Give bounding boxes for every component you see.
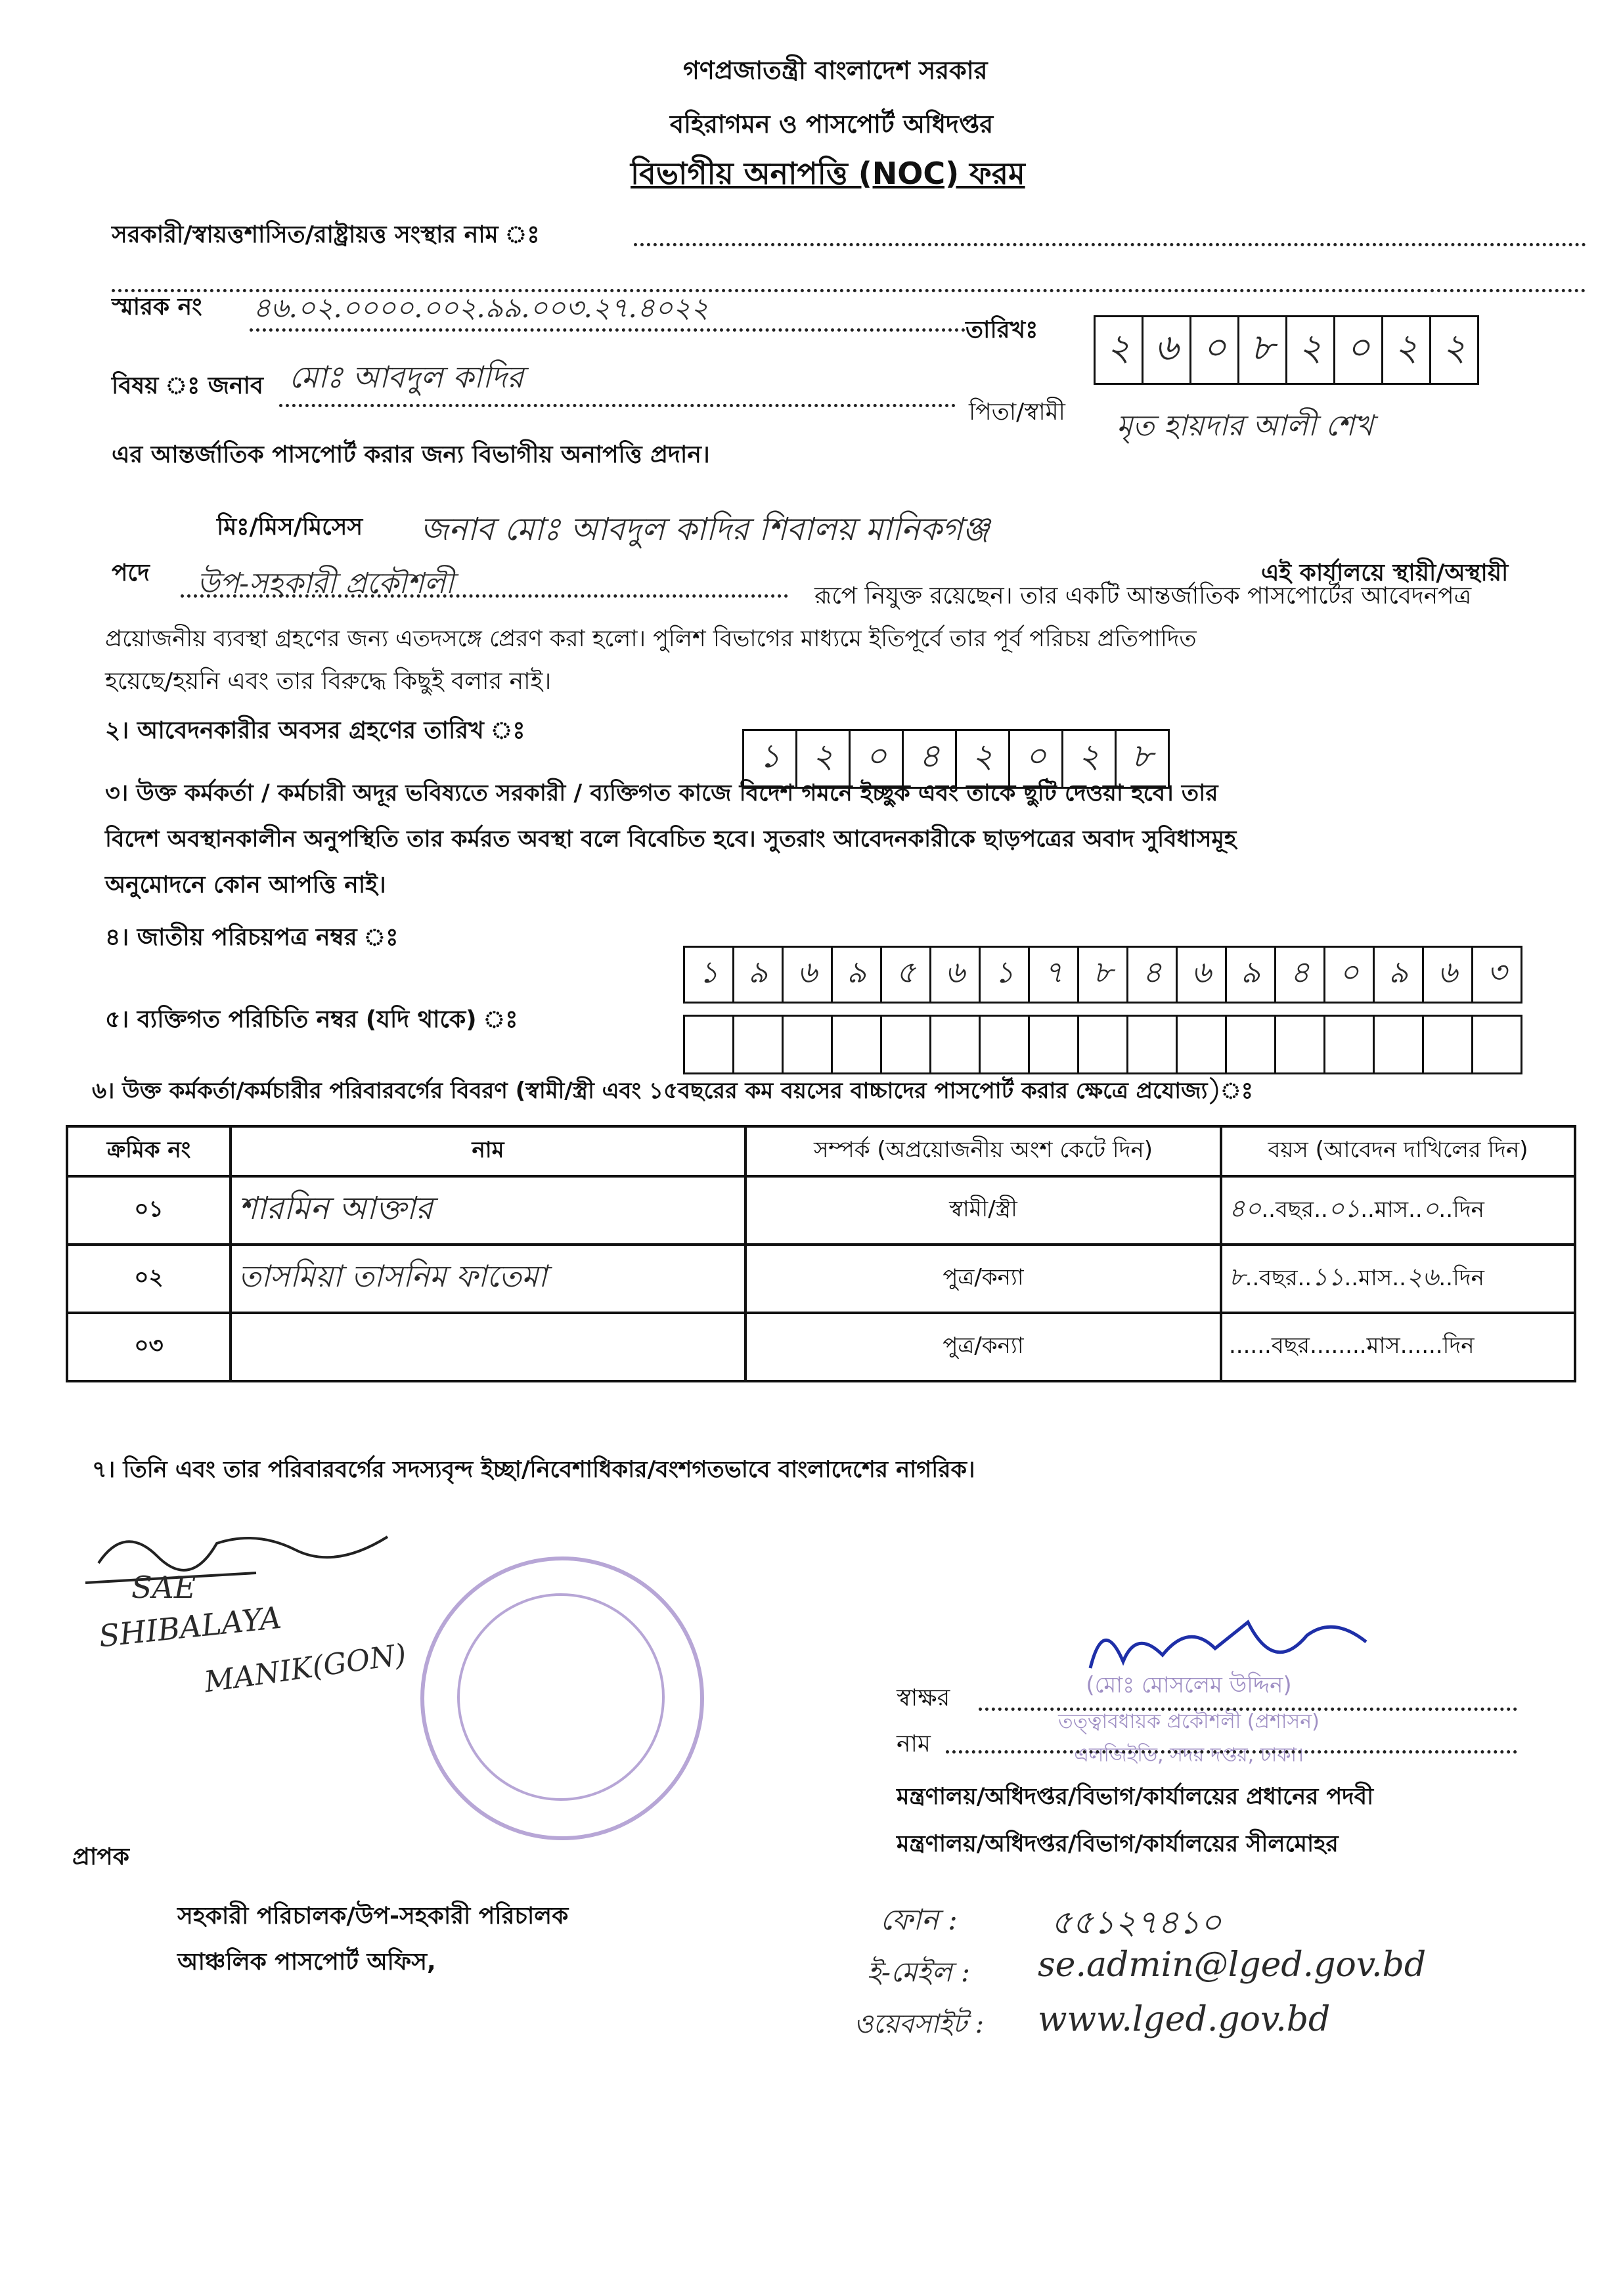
row-name-text: তাসমিয়া তাসনিম ফাতেমা xyxy=(238,1258,547,1294)
age-months: ১১ xyxy=(1312,1262,1344,1291)
para1-l3: হয়েছে/হয়নি এবং তার বিরুদ্ধে কিছুই বলার নাই। xyxy=(105,668,552,695)
receiver-label: প্রাপক xyxy=(72,1843,129,1870)
retire-digit: ০ xyxy=(1010,731,1063,787)
col-age: বয়স (আবেদন দাখিলের দিন) xyxy=(1221,1126,1575,1176)
personal-id-box xyxy=(1178,1017,1227,1072)
subject-name: মোঃ আবদুল কাদির xyxy=(289,359,524,395)
row-age: ......বছর........মাস......দিন xyxy=(1221,1313,1575,1381)
personal-id-box xyxy=(1079,1017,1128,1072)
father-name: মৃত হায়দার আলী শেখ xyxy=(1117,409,1373,443)
retire-digit: ২ xyxy=(1063,731,1117,787)
nid-digit: ৮ xyxy=(1079,948,1128,1002)
memo-number: ৪৬.০২.০০০০.০০২.৯৯.০০৩.২৭.৪০২২ xyxy=(253,292,709,324)
col-relation: সম্পর্ক (অপ্রয়োজনীয় অংশ কেটে দিন) xyxy=(745,1126,1221,1176)
memo-line xyxy=(250,328,966,332)
months-label: মাস xyxy=(1366,1332,1400,1359)
seal-label: মন্ত্রণালয়/অধিদপ্তর/বিভাগ/কার্যালয়ের সীলমোহর xyxy=(897,1831,1339,1857)
name-line xyxy=(946,1750,1517,1754)
date-digit: ০ xyxy=(1335,317,1383,383)
table-row xyxy=(67,1313,1575,1381)
age-years: ৮ xyxy=(1229,1262,1245,1291)
row-relation: পুত্র/কন্যা xyxy=(745,1313,1221,1381)
age-years: ৪০ xyxy=(1229,1194,1262,1223)
office-seal-icon xyxy=(420,1556,704,1840)
subject-line2: এর আন্তর্জাতিক পাসপোর্ট করার জন্য বিভাগীয় অনাপত্তি প্রদান। xyxy=(112,441,710,468)
left-sig-line1: SAE xyxy=(131,1570,196,1605)
memo-date-boxes xyxy=(1094,315,1479,385)
row-name xyxy=(231,1313,745,1381)
nid-digit: ৬ xyxy=(931,948,981,1002)
row-name xyxy=(231,1245,745,1313)
days-label: দিন xyxy=(1452,1265,1484,1291)
email-label: ই-মেইল : xyxy=(867,1956,971,1988)
item3-l2: বিদেশ অবস্থানকালীন অনুপস্থিতি তার কর্মরত অবস্থা বলে বিবেচিত হবে। সুতরাং আবেদনকারীকে ছাড়পত্রের অবাদ সুবিধাসমূহ xyxy=(105,826,1237,852)
phone-label: ফোন : xyxy=(880,1903,958,1937)
retire-digit: ২ xyxy=(957,731,1010,787)
personal-id-box xyxy=(931,1017,981,1072)
nid-digit: ৬ xyxy=(784,948,833,1002)
post-label: পদে xyxy=(112,560,150,586)
stamp-title: তত্ত্বাবধায়ক প্রকৌশলী (প্রশাসন) xyxy=(1058,1710,1320,1733)
date-digit: ২ xyxy=(1383,317,1431,383)
personal-id-box xyxy=(734,1017,784,1072)
web-label: ওয়েবসাইট : xyxy=(854,2009,985,2039)
left-sig-line2: SHIBALAYA xyxy=(97,1599,283,1654)
row-name xyxy=(231,1176,745,1245)
row-serial: ০১ xyxy=(67,1176,231,1245)
retirement-label: ২। আবেদনকারীর অবসর গ্রহণের তারিখ ঃ xyxy=(105,717,525,744)
nid-digit: ১ xyxy=(981,948,1030,1002)
age-days: ০ xyxy=(1422,1194,1439,1223)
months-label: মাস xyxy=(1358,1265,1392,1291)
nid-digit: ৪ xyxy=(1276,948,1325,1002)
personal-id-box xyxy=(882,1017,931,1072)
nid-digit: ৯ xyxy=(1375,948,1424,1002)
item3-l1: ৩। উক্ত কর্মকর্তা / কর্মচারী অদূর ভবিষ্যতে সরকারী / ব্যক্তিগত কাজে বিদেশ গমনে ইচ্ছুক এবং তাকে ছুটি দেওয়া হবে। তার xyxy=(105,780,1218,806)
retire-digit: ০ xyxy=(851,731,904,787)
retire-digit: ৪ xyxy=(904,731,957,787)
personal-id-boxes xyxy=(683,1015,1522,1074)
nid-digit: ৪ xyxy=(1128,948,1178,1002)
family-label: ৬। উক্ত কর্মকর্তা/কর্মচারীর পরিবারবর্গের বিবরণ (স্বামী/স্ত্রী এবং ১৫বছরের কম বয়সের বাচ্চাদের পাসপোর্ট করার ক্ষেত্রে প্রযোজ্য)ঃ xyxy=(92,1078,1253,1104)
nid-digit: ৬ xyxy=(1178,948,1227,1002)
row-serial: ০৩ xyxy=(67,1313,231,1381)
phone-value: ৫৫১২৭৪১০ xyxy=(1051,1903,1222,1941)
days-label: দিন xyxy=(1442,1332,1475,1359)
years-label: বছর xyxy=(1271,1332,1310,1359)
date-digit: ২ xyxy=(1287,317,1335,383)
web-value: www.lged.gov.bd xyxy=(1038,2000,1331,2039)
org-label: সরকারী/স্বায়ত্তশাসিত/রাষ্ট্রায়ত্ত সংস্থার নাম ঃ xyxy=(112,221,540,248)
gov-title: গণপ্রজাতন্ত্রী বাংলাদেশ সরকার xyxy=(683,56,988,85)
nid-digit: ৫ xyxy=(882,948,931,1002)
stamp-office: এলজিইডি, সদর দপ্তর, ঢাকা। xyxy=(1074,1744,1304,1767)
nid-digit: ৯ xyxy=(833,948,882,1002)
row-relation: স্বামী/স্ত্রী xyxy=(745,1176,1221,1245)
item3-l3: অনুমোদনে কোন আপত্তি নাই। xyxy=(105,872,386,898)
dept-title: বহিরাগমন ও পাসপোর্ট অধিদপ্তর xyxy=(670,110,994,139)
retire-digit: ২ xyxy=(797,731,851,787)
nid-digit: ৯ xyxy=(1227,948,1276,1002)
personal-id-box xyxy=(1128,1017,1178,1072)
nid-boxes xyxy=(683,946,1522,1004)
personal-id-box xyxy=(784,1017,833,1072)
memo-date-label: তারিখঃ xyxy=(966,317,1038,343)
row-name-text: শারমিন আক্তার xyxy=(238,1189,433,1227)
personal-id-box xyxy=(833,1017,882,1072)
date-digit: ২ xyxy=(1096,317,1144,383)
date-digit: ৬ xyxy=(1144,317,1191,383)
row-relation: পুত্র/কন্যা xyxy=(745,1245,1221,1313)
nid-digit: ৭ xyxy=(1030,948,1079,1002)
age-months: ০১ xyxy=(1327,1194,1361,1223)
personal-id-box xyxy=(1375,1017,1424,1072)
receiver-line2: আঞ্চলিক পাসপোর্ট অফিস, xyxy=(177,1949,436,1976)
sign-label: স্বাক্ষর xyxy=(897,1685,950,1711)
form-title: বিভাগীয় অনাপত্তি (NOC) ফরম xyxy=(631,156,1025,191)
days-label: দিন xyxy=(1453,1197,1484,1223)
row-age: ৮..বছর..১১..মাস..২৬..দিন xyxy=(1221,1245,1575,1313)
personal-id-box xyxy=(1473,1017,1521,1072)
age-days: ২৬ xyxy=(1406,1262,1439,1291)
family-table-header xyxy=(67,1126,1575,1176)
date-digit: ৮ xyxy=(1239,317,1287,383)
date-digit: ০ xyxy=(1191,317,1239,383)
row-age: ৪০..বছর..০১..মাস..০..দিন xyxy=(1221,1176,1575,1245)
retire-digit: ৮ xyxy=(1131,737,1153,775)
table-row xyxy=(67,1245,1575,1313)
nid-digit: ৩ xyxy=(1487,954,1507,990)
col-serial: ক্রমিক নং xyxy=(67,1126,231,1176)
father-label: পিতা/স্বামী xyxy=(969,399,1065,426)
designation-label: মন্ত্রণালয়/অধিদপ্তর/বিভাগ/কার্যালয়ের প্রধানের পদবী xyxy=(897,1784,1374,1810)
personal-id-box xyxy=(1424,1017,1473,1072)
nid-digit: ১ xyxy=(685,948,734,1002)
memo-label: স্মারক নং xyxy=(112,294,202,320)
years-label: বছর xyxy=(1259,1265,1298,1291)
family-table xyxy=(66,1125,1576,1382)
personal-id-box xyxy=(1030,1017,1079,1072)
nid-digit: ৬ xyxy=(1424,948,1473,1002)
personal-id-box xyxy=(1276,1017,1325,1072)
email-value: se.admin@lged.gov.bd xyxy=(1038,1945,1427,1985)
para1-l2: প্রয়োজনীয় ব্যবস্থা গ্রহণের জন্য এতদসঙ্গে প্রেরণ করা হলো। পুলিশ বিভাগের মাধ্যমে ইতিপূর্বে তার পূর্ব পরিচয় প্রতিপাদিত xyxy=(105,626,1197,652)
post-line xyxy=(181,594,788,598)
years-label: বছর xyxy=(1276,1197,1314,1223)
nid-digit: ৯ xyxy=(734,948,784,1002)
citizenship-text: ৭। তিনি এবং তার পরিবারবর্গের সদস্যবৃন্দ ইচ্ছা/নিবেশাধিকার/বংশগতভাবে বাংলাদেশের নাগরিক। xyxy=(92,1457,975,1483)
sign-line xyxy=(979,1708,1517,1711)
date-digit: ২ xyxy=(1442,326,1467,369)
post-value: উপ-সহকারী প্রকৌশলী xyxy=(197,567,454,600)
row-serial: ০২ xyxy=(67,1245,231,1313)
mr-value: জনাব মোঃ আবদুল কাদির শিবালয় মানিকগঞ্জ xyxy=(420,511,990,548)
table-row xyxy=(67,1176,1575,1245)
nid-label: ৪। জাতীয় পরিচয়পত্র নম্বর ঃ xyxy=(105,924,399,951)
personal-id-box xyxy=(981,1017,1030,1072)
nid-digit: ০ xyxy=(1325,948,1375,1002)
subject-name-line xyxy=(279,404,956,407)
personal-id-box xyxy=(1325,1017,1375,1072)
org-line xyxy=(634,243,1586,246)
stamp-name: (মোঃ মোসলেম উদ্দিন) xyxy=(1086,1672,1292,1698)
subject-label: বিষয় ঃ জনাব xyxy=(112,372,263,399)
retire-digit: ১ xyxy=(744,731,797,787)
personal-id-label: ৫। ব্যক্তিগত পরিচিতি নম্বর (যদি থাকে) ঃ xyxy=(105,1006,518,1033)
para1-mid: রূপে নিযুক্ত রয়েছেন। তার একটি আন্তর্জাতিক পাসপোর্টের আবেদনপত্র xyxy=(814,583,1472,609)
personal-id-box xyxy=(1227,1017,1276,1072)
office-suffix: এই কার্যালয়ে স্থায়ী/অস্থায়ী xyxy=(1261,560,1509,586)
mr-label: মিঃ/মিস/মিসেস xyxy=(217,514,363,541)
left-signature xyxy=(85,1511,427,1708)
col-name: নাম xyxy=(231,1126,745,1176)
months-label: মাস xyxy=(1374,1197,1409,1223)
left-sig-line3: MANIK(GON) xyxy=(202,1637,409,1700)
personal-id-box xyxy=(685,1017,734,1072)
receiver-line1: সহকারী পরিচালক/উপ-সহকারী পরিচালক xyxy=(177,1903,569,1930)
name-label: নাম xyxy=(897,1731,931,1757)
name-stamp xyxy=(1025,1668,1353,1773)
